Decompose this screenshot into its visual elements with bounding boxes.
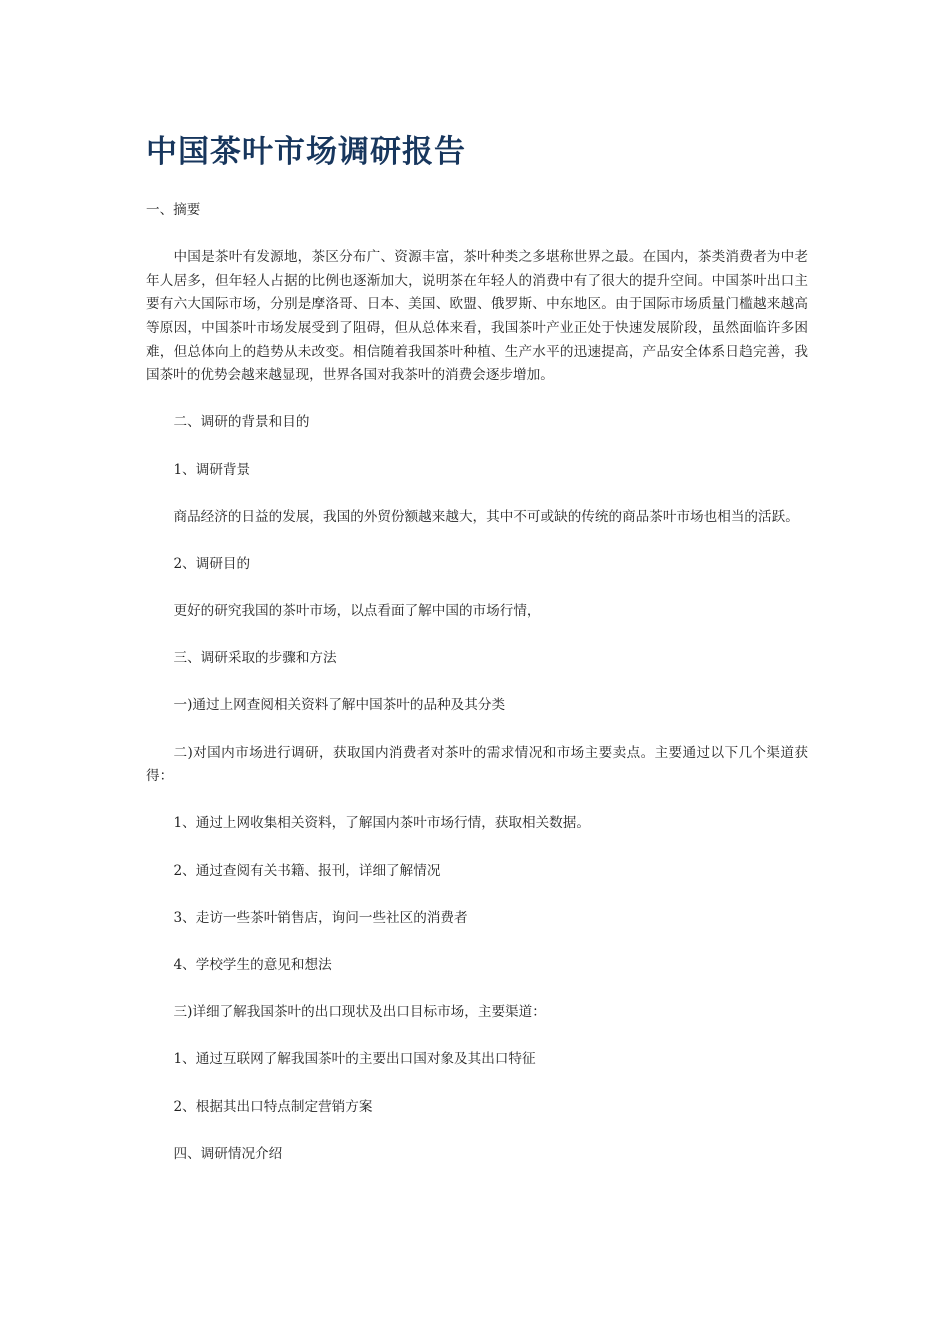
abstract-paragraph: 中国是茶叶有发源地，茶区分布广、资源丰富，茶叶种类之多堪称世界之最。在国内，茶类消费者为中老年人居多，但年轻人占据的比例也逐渐加大，说明茶在年轻人的消费中有了很大的提升空间。中国茶叶出口主要有六大国际市场，分别是摩洛哥、日本、美国、欧盟、俄罗斯、中东地区。由于国际市场质量门槛越来越高等原因，中国茶叶市场发展受到了阻碍，但从总体来看，我国茶叶产业正处于快速发展阶段，虽然面临许多困难，但总体向上的趋势从未改变。相信随着我国茶叶种植、生产水平的迅速提高，产品安全体系日趋完善，我国茶叶的优势会越来越显现，世界各国对我茶叶的消费会逐步增加。: [146, 249, 808, 384]
section-heading-methods: 三、调研采取的步骤和方法: [173, 650, 337, 667]
subheading-background: 1、调研背景: [173, 461, 251, 478]
method-item: 二)对国内市场进行调研，获取国内消费者对茶叶的需求情况和市场主要卖点。主要通过以下几个渠道获得：: [146, 744, 808, 785]
document-body: [146, 199, 808, 1190]
method-item: 三)详细了解我国茶叶的出口现状及出口目标市场，主要渠道：: [173, 1004, 546, 1021]
list-item: 3、走访一些茶叶销售店，询问一些社区的消费者: [173, 909, 468, 926]
method-item: 一)通过上网查阅相关资料了解中国茶叶的品种及其分类: [173, 697, 506, 714]
purpose-paragraph: 更好的研究我国的茶叶市场，以点看面了解中国的市场行情，: [173, 603, 541, 620]
subheading-purpose: 2、调研目的: [173, 555, 251, 572]
list-item: 2、根据其出口特点制定营销方案: [173, 1098, 373, 1115]
document-title: 中国茶叶市场调研报告: [146, 134, 466, 170]
list-item: 4、学校学生的意见和想法: [173, 957, 332, 973]
background-paragraph: 商品经济的日益的发展，我国的外贸份额越来越大，其中不可或缺的传统的商品茶叶市场也相当的活跃。: [173, 508, 799, 525]
section-heading-background: 二、调研的背景和目的: [173, 414, 310, 431]
list-item: 1、通过上网收集相关资料，了解国内茶叶市场行情，获取相关数据。: [173, 815, 590, 832]
list-item: 2、通过查阅有关书籍、报刊，详细了解情况: [173, 862, 441, 879]
list-item: 1、通过互联网了解我国茶叶的主要出口国对象及其出口特征: [173, 1051, 536, 1068]
section-heading-abstract: 一、摘要: [146, 202, 201, 218]
section-heading-survey: 四、调研情况介绍: [173, 1145, 283, 1162]
